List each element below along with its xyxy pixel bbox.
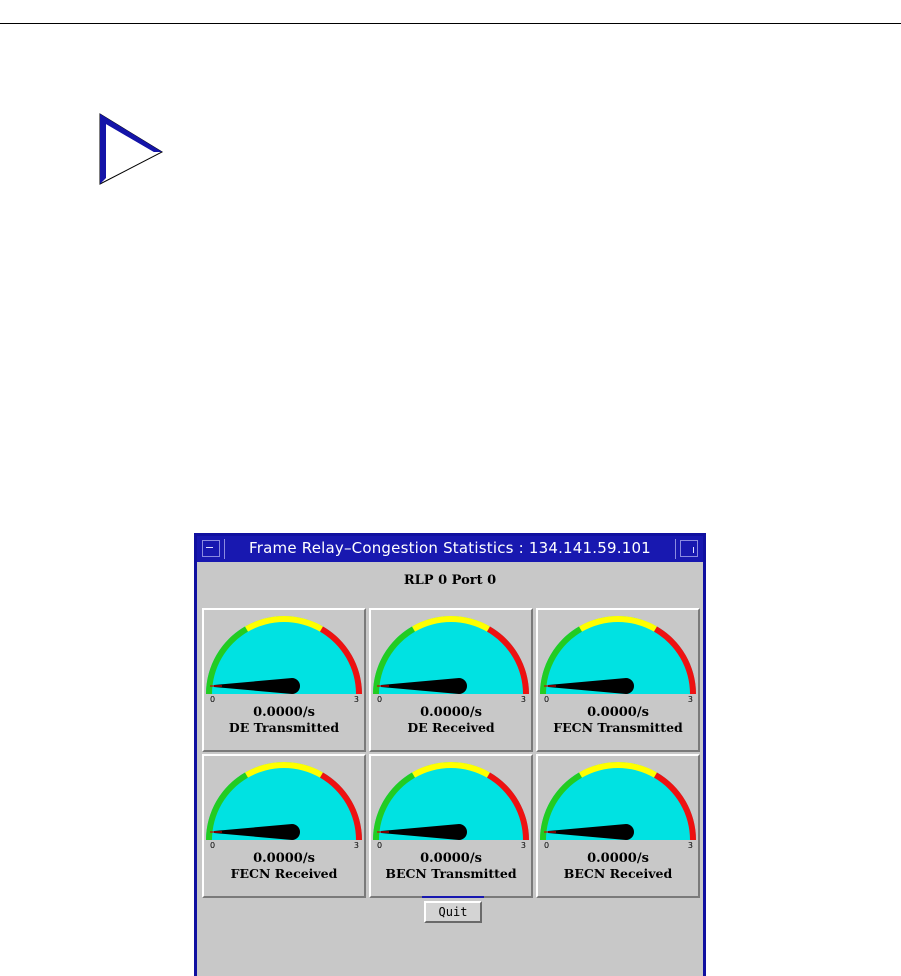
window-maximize-button[interactable] [680,540,698,557]
titlebar-divider [224,539,225,559]
gauge-label: FECN Transmitted [553,720,683,735]
gauge-dial [538,756,698,846]
gauge-dial [204,756,364,846]
gauge-panel [369,754,533,898]
gauge-value: 0.0000/s [420,705,482,720]
gauge-value: 0.0000/s [253,705,315,720]
quit-button[interactable]: Quit [424,901,482,923]
gauge-panel [202,608,366,752]
gauge-panel [369,608,533,752]
gauge-panel [536,608,700,752]
window-titlebar[interactable] [197,536,703,562]
gauge-min-label: 0 [544,695,550,704]
gauge-value: 0.0000/s [420,851,482,866]
gauge-dial [371,756,531,846]
port-label: RLP 0 Port 0 [403,573,497,588]
gauge-max-label: 3 [687,841,693,850]
gauge-dial [538,610,698,700]
default-button-indicator [422,896,484,898]
gauge-label: FECN Received [230,866,338,881]
gauge-max-label: 3 [353,841,359,850]
gauge-max-label: 3 [520,695,526,704]
gauge-min-label: 0 [210,695,216,704]
gauge-label: BECN Transmitted [385,866,517,881]
gauge-dial [371,610,531,700]
congestion-statistics-window [194,533,706,976]
gauge-max-label: 3 [520,841,526,850]
gauge-min-label: 0 [210,841,216,850]
triangle-pointer-icon [92,112,168,188]
gauge-value: 0.0000/s [587,705,649,720]
page-header-rule [0,23,901,24]
gauge-min-label: 0 [377,841,383,850]
gauge-min-label: 0 [377,695,383,704]
window-menu-button[interactable] [202,540,220,557]
quit-button-group [422,896,484,926]
gauge-label: DE Transmitted [228,720,340,735]
gauge-min-label: 0 [544,841,550,850]
gauge-label: DE Received [407,720,495,735]
gauge-max-label: 3 [687,695,693,704]
gauge-panel [536,754,700,898]
titlebar-divider [675,539,676,559]
window-title: Frame Relay–Congestion Statistics : 134.141.59.101 [249,539,651,557]
gauge-panel [202,754,366,898]
gauge-max-label: 3 [353,695,359,704]
gauge-dial [204,610,364,700]
gauge-label: BECN Received [563,866,673,881]
gauge-value: 0.0000/s [253,851,315,866]
gauge-value: 0.0000/s [587,851,649,866]
